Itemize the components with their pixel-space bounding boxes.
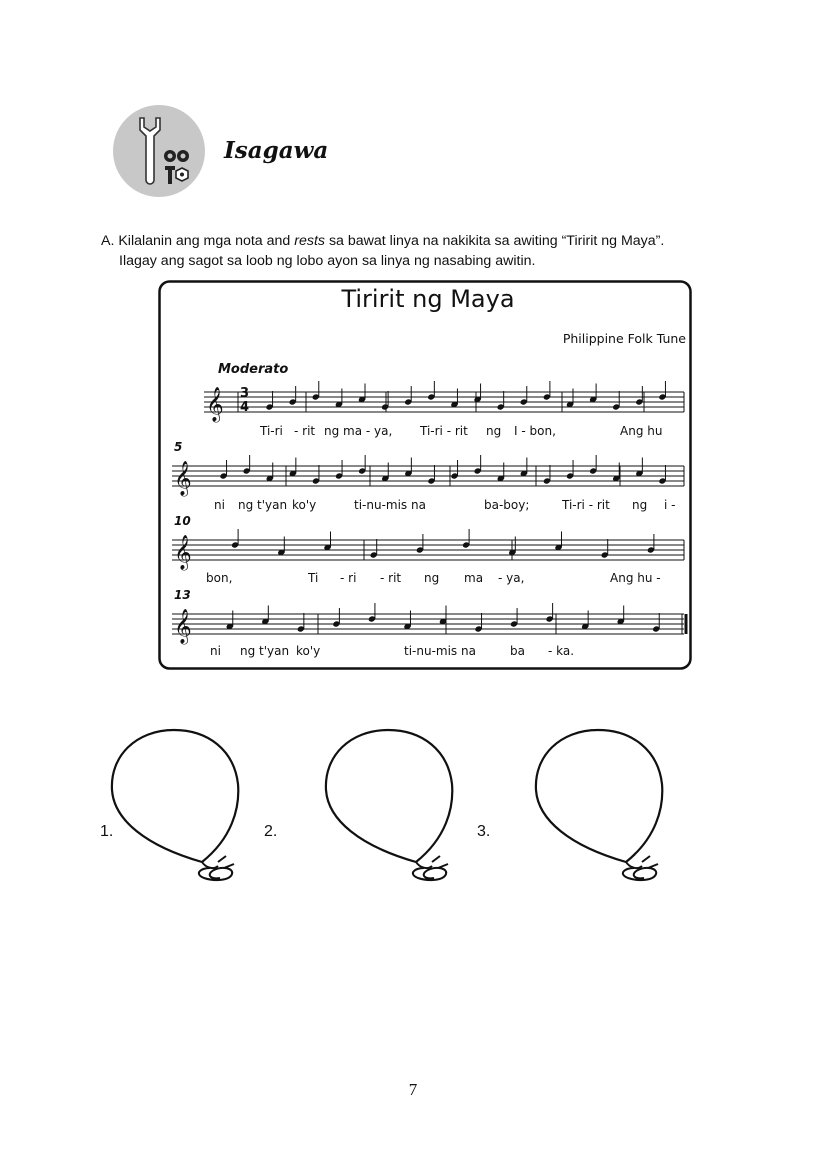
lyric: Ti-ri - rit [420, 424, 468, 438]
song-score [158, 280, 692, 670]
lyric: ng t'yan [238, 498, 288, 512]
lyric: ng ma - ya, [324, 424, 393, 438]
instructions-line-2: Ilagay ang sagot sa loob ng lobo ayon sa linya ng nasabing awitin. [119, 253, 536, 269]
lyric: ti-nu-mis na [404, 644, 476, 658]
answer-balloon-2[interactable] [320, 728, 456, 888]
treble-clef-icon: 𝄞 [174, 609, 192, 644]
treble-clef-icon: 𝄞 [174, 461, 192, 496]
lyric: bon, [206, 571, 233, 585]
lyric: ng [424, 571, 440, 585]
measure-number: 13 [174, 588, 191, 602]
measure-number: 5 [174, 440, 183, 454]
instructions-prefix: A. Kilalanin ang mga nota and [101, 233, 295, 249]
answer-label: 1. [100, 823, 114, 840]
lyric: ng [486, 424, 502, 438]
lyric: - rit [380, 571, 402, 585]
time-signature-top: 3 [240, 386, 250, 401]
lyric: Ti-ri - rit [562, 498, 610, 512]
lyric: ko'y [292, 498, 317, 512]
answer-balloon-1[interactable] [106, 728, 242, 888]
instructions-suffix: sa bawat linya na nakikita sa awiting “Tiririt ng Maya”. [325, 233, 665, 249]
treble-clef-icon: 𝄞 [174, 535, 192, 570]
lyric: ng [632, 498, 648, 512]
lyric: ti-nu-mis na [354, 498, 426, 512]
lyric: ma [464, 571, 484, 585]
song-tempo: Moderato [218, 362, 289, 377]
lyric: - ri [340, 571, 357, 585]
lyric: Ang hu - [610, 571, 661, 585]
lyric: ng t'yan [240, 644, 290, 658]
time-signature-bottom: 4 [240, 400, 250, 415]
lyric: ba-boy; [484, 498, 530, 512]
answer-label: 3. [477, 823, 491, 840]
section-title: Isagawa [224, 137, 329, 164]
answer-balloon-3[interactable] [530, 728, 666, 888]
lyric: i - [664, 498, 676, 512]
instructions-italic-word: rests [294, 233, 325, 249]
tools-icon [112, 104, 206, 198]
lyric: Ti [308, 571, 319, 585]
lyric: - rit [294, 424, 316, 438]
lyric: Ti-ri [260, 424, 283, 438]
lyric: Ang hu [620, 424, 663, 438]
lyric: - ka. [548, 644, 575, 658]
measure-number: 10 [174, 514, 191, 528]
treble-clef-icon: 𝄞 [206, 387, 224, 422]
answer-label: 2. [264, 823, 278, 840]
page-number: 7 [408, 1080, 418, 1099]
lyric: - ya, [498, 571, 525, 585]
lyric: I - bon, [514, 424, 556, 438]
song-source: Philippine Folk Tune [562, 331, 686, 346]
lyric: ko'y [296, 644, 321, 658]
song-title: Tiririt ng Maya [341, 285, 515, 313]
lyric: ba [510, 644, 525, 658]
lyric: ni [210, 644, 221, 658]
lyric: ni [214, 498, 225, 512]
instructions [101, 231, 781, 271]
